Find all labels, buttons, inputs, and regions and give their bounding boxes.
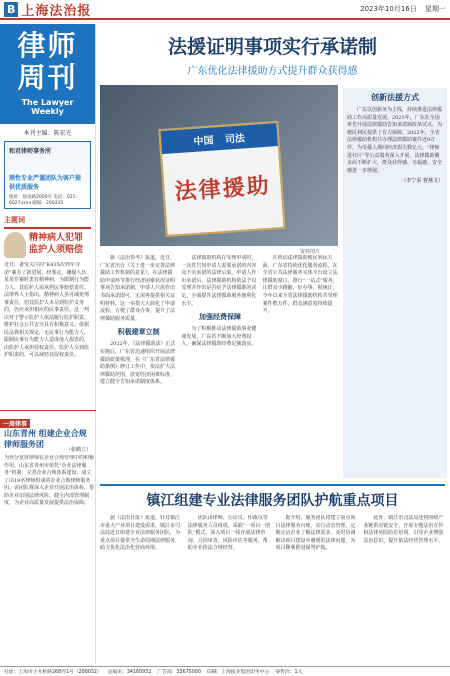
article-paragraph: 团队由律师、公证员、仲裁员等法律服务人员组成，采取“一项目一团队”模式，深入项目一线开展法律咨询、合同审查、风险评估等服务，帮助企业依法合规经营。 xyxy=(187,515,271,552)
second-column-4 xyxy=(363,515,447,663)
article-paragraph: 据《法治日报》报道，针对镇江市重大产业项目建设需求，镇江市司法局近日组建专业法律服务团队，为重点项目提供全生命周期法律服务，助力优化法治化营商环境。 xyxy=(100,515,181,552)
opinion-byline: （张鹤立） xyxy=(65,447,91,453)
plaque-bar xyxy=(161,123,278,154)
weekly-news-header xyxy=(0,410,96,428)
brief-body: 为充分发挥律师在企业合规管理中的积极作用，山东省青州市依托“企业法律服务”机制，完善企业合规体系建设，成立了由18名律师组成的企业合规律师服务团。该团队将深入企业开展法治体检，帮助企业识别法律风险、健全内部管理制度，为企业高质量发展提供法治保障。 xyxy=(4,455,94,506)
opinion-header xyxy=(4,227,91,258)
sidebar-box xyxy=(343,88,447,478)
article-subhead: 加强经费保障 xyxy=(198,312,241,322)
ad-address: 地址：福泉路2000号 电话：021-6027xxxx 邮编：200335 xyxy=(9,195,78,206)
second-headline: 镇江组建专业法律服务团队护航重点项目 xyxy=(146,493,399,509)
footer-print: 印刷：上海报业集团印务中心 xyxy=(206,670,270,675)
article-column-1 xyxy=(100,255,177,475)
article-column-3 xyxy=(263,255,340,475)
dateline xyxy=(354,4,446,14)
article-paragraph: 2022年，《法律援助法》正式实施后，广东省迅速组织开展法律援助政策梳理，在《广东省法律援助条例》修订工作中，依法扩大法律援助范围，放宽经济困难标准，建立健全告知承诺制度体系。 xyxy=(100,341,176,386)
law-firm-ad xyxy=(4,141,91,209)
plaque-bar-left: 中国 xyxy=(193,135,214,148)
second-column-3 xyxy=(276,515,360,663)
article-column-2 xyxy=(181,255,258,475)
column-banner xyxy=(0,24,95,124)
footer-address: 社址：上海市小木桥路268弄1号（200032） xyxy=(4,670,102,675)
issue-date: 2023年10月16日 xyxy=(360,5,417,13)
chief-editor: 本刊主编：陈宏光 xyxy=(23,130,72,137)
legal-aid-plaque xyxy=(158,121,285,237)
plaque-bar-right: 司法 xyxy=(224,133,246,146)
footer-price: 零售价：1元 xyxy=(275,670,303,675)
author-portrait xyxy=(4,232,26,258)
sidebox-title: 创新法援方式 xyxy=(371,92,419,102)
article-paragraph: 在推动法律援助便民利民方面，广东省持续优化服务流程，在全省公共法律服务实体平台设立法律援助窗口，推行“一站式”服务，让群众少跑腿、好办事。据统计，今年以来全省法律援助机构共受理案件数万件，群众满意度持续提升。 xyxy=(262,255,338,315)
article-paragraph: 为了积极推动法律援助事业健康发展，广东省不断加大经费投入，确保法律援助经费足额落实。 xyxy=(181,326,257,348)
section-divider xyxy=(100,484,445,486)
article-paragraph: 据介绍，服务团队将建立重点项目法律服务台账，实行动态管理，定期走访企业了解法律需求，及时协调解决项目建设中遇到的法律问题，为项目顺利推进保驾护航。 xyxy=(275,515,356,552)
lead-subheadline: 广东优化法律援助方式提升群众获得感 xyxy=(187,66,358,77)
article-paragraph: 据《法治参考》报道，近日，广东省出台《关于进一步完善法律援助工作机制的意见》，在法律援助申请环节推行经济困难状况证明事项告知承诺制，申请人只需作出书面承诺即可，无需再提供相关证明材料。这一举措大大简化了申请流程，方便了群众办事，提升了法律援助服务质量。 xyxy=(100,255,176,322)
article-paragraph: 此外，镇江市司法局还将围绕产业链供应链安全，开展专题法治宣传和法律风险防范培训，引导企业增强法治意识，提升依法经营管理水平。 xyxy=(363,515,444,544)
masthead xyxy=(0,0,450,20)
newspaper-brand: 上海法治报 xyxy=(21,3,92,19)
column-title-line2: 周刊 xyxy=(17,61,78,94)
newspaper-logo: B xyxy=(4,2,18,17)
photo-credit: 资料图片 xyxy=(300,249,321,255)
column-title-line1: 律师 xyxy=(17,29,78,62)
section-tag: 主题词 xyxy=(4,216,25,224)
column-title-en: The Lawyer Weekly xyxy=(21,98,74,116)
lead-headline: 法援证明事项实行承诺制 xyxy=(167,36,377,58)
issue-weekday: 星期一 xyxy=(425,5,446,13)
opinion-body: 近日，备受关注的“K435次列车夺命”案有了新进展，经鉴定，嫌疑人伍某某作案时患有精神病，为限制行为能力人，其监护人需承担民事赔偿责任。法律界人士指出，精神病人虽可减免刑事责任，但其监护人未尽到监护义务的，仍应承担相应的民事责任。这一判决对于警示监护人依法履行监护职责、维护社会公共安全具有积极意义。依据民法典相关规定，无民事行为能力人、限制民事行为能力人造成他人损害的，由监护人承担侵权责任。监护人尽到监护职责的，可以减轻其侵权责任。 xyxy=(4,262,90,358)
ad-org: 和君律师事务所 xyxy=(9,148,52,155)
article-subhead: 积极建章立制 xyxy=(117,327,160,337)
article-paragraph: 法律援助机构在受理申请时，一次性告知申请人需要承诺的内容及不实承诺的法律后果。申请人作出承诺后，法律援助机构依法予以受理并作出是否给予法律援助的决定，全面提升法律援助服务便利化水平。 xyxy=(181,255,257,307)
second-article-columns xyxy=(100,515,447,663)
second-column-2 xyxy=(188,515,272,663)
footer-editorial: 总编室：34160932 xyxy=(107,670,152,675)
weekly-news-label: 一周律事 xyxy=(0,419,30,428)
plaque-text: 法律援助 xyxy=(173,172,272,206)
lead-photo xyxy=(100,85,338,246)
page-footer xyxy=(0,666,450,676)
opinion-title: 精神病人犯罪监护人须赔偿 xyxy=(29,233,84,255)
ad-slogan: 理性专业严谨团队为客户提供优质服务 xyxy=(9,175,82,191)
footer-ad: 广告部：33675000 xyxy=(157,670,201,675)
sidebox-byline: （李宁采 曹燕文） xyxy=(401,178,443,185)
second-column-1 xyxy=(100,515,184,663)
brief-title: 山东青州 组建企业合规律师服务团 xyxy=(4,428,87,449)
lead-article-columns xyxy=(100,255,340,475)
sidebox-text: 广东以创新务为主线，持续推进法律援助工作高质量发展。2021年，广东在全国率先开展法律援助告知承诺制改革试点，为便民利民提供了有力保障。2022年，全省法律援助机构共办理法律援助案件近9万件，为受援人挽回经济损失数亿元。“律师进社区”等公益服务深入开展，法律援助覆盖面不断扩大，群众获得感、幸福感、安全感进一步增强。 xyxy=(347,107,443,174)
